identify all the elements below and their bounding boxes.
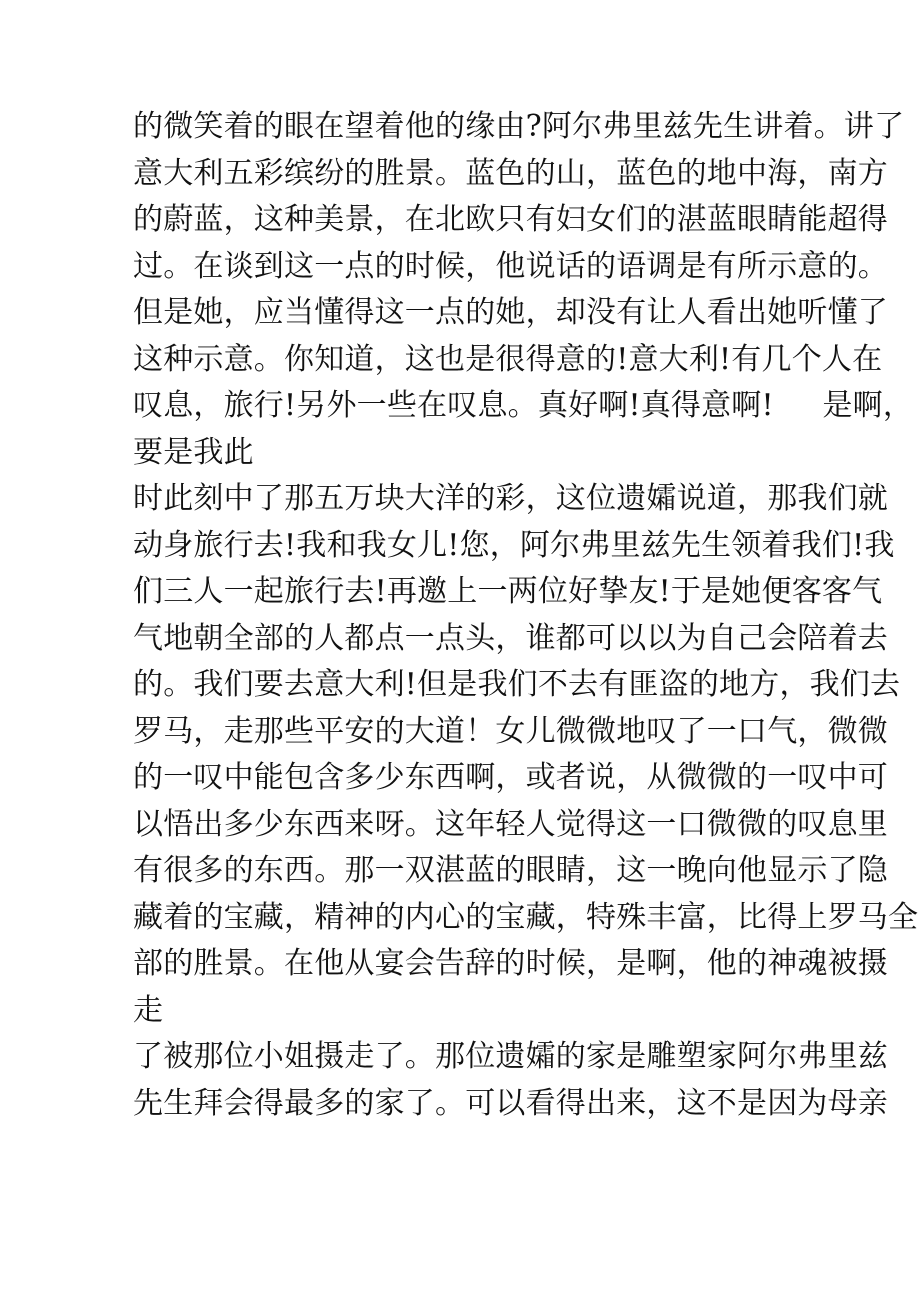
text-line: 走 [133,992,164,1028]
text-line: 罗马，走那些平安的大道！女儿微微地叹了一口气，微微 [133,713,888,749]
text-line: 藏着的宝藏，精神的内心的宝藏，特殊丰富，比得上罗马全 [133,899,919,935]
text-line: 了被那位小姐摄走了。那位遗孀的家是雕塑家阿尔弗里兹 [133,1039,888,1074]
text-line: 叹息，旅行!另外一些在叹息。真好啊!真得意啊! 是啊， [133,388,914,423]
text-line: 的微笑着的眼在望着他的缘由?阿尔弗里兹先生讲着。讲了 [133,109,905,144]
text-line: 部的胜景。在他从宴会告辞的时候，是啊，他的神魂被摄 [133,946,888,981]
text-line: 以悟出多少东西来呀。这年轻人觉得这一口微微的叹息里 [133,806,888,842]
text-line: 有很多的东西。那一双湛蓝的眼睛，这一晚向他显示了隐 [133,853,888,888]
text-line: 的蔚蓝，这种美景，在北欧只有妇女们的湛蓝眼睛能超得 [133,202,888,237]
body-text [133,104,919,1127]
text-line: 时此刻中了那五万块大洋的彩，这位遗孀说道，那我们就 [133,481,888,516]
text-line: 过。在谈到这一点的时候，他说话的语调是有所示意的。 [133,248,888,284]
text-line: 气地朝全部的人都点一点头，谁都可以以为自己会陪着去 [133,620,888,656]
text-line: 的一叹中能包含多少东西啊，或者说，从微微的一叹中可 [133,760,888,795]
text-line: 的。我们要去意大利!但是我们不去有匪盗的地方，我们去 [133,667,901,702]
text-line: 要是我此 [133,434,254,470]
text-line: 先生拜会得最多的家了。可以看得出来，这不是因为母亲 [133,1085,888,1121]
text-line: 们三人一起旅行去!再邀上一两位好挚友!于是她便客客气 [133,574,883,609]
text-line: 但是她，应当懂得这一点的她，却没有让人看出她听懂了 [133,295,888,330]
text-line: 动身旅行去!我和我女儿!您，阿尔弗里兹先生领着我们!我 [133,527,895,563]
text-line: 这种示意。你知道，这也是很得意的!意大利!有几个人在 [133,341,883,377]
text-line: 意大利五彩缤纷的胜景。蓝色的山，蓝色的地中海，南方 [133,155,888,191]
